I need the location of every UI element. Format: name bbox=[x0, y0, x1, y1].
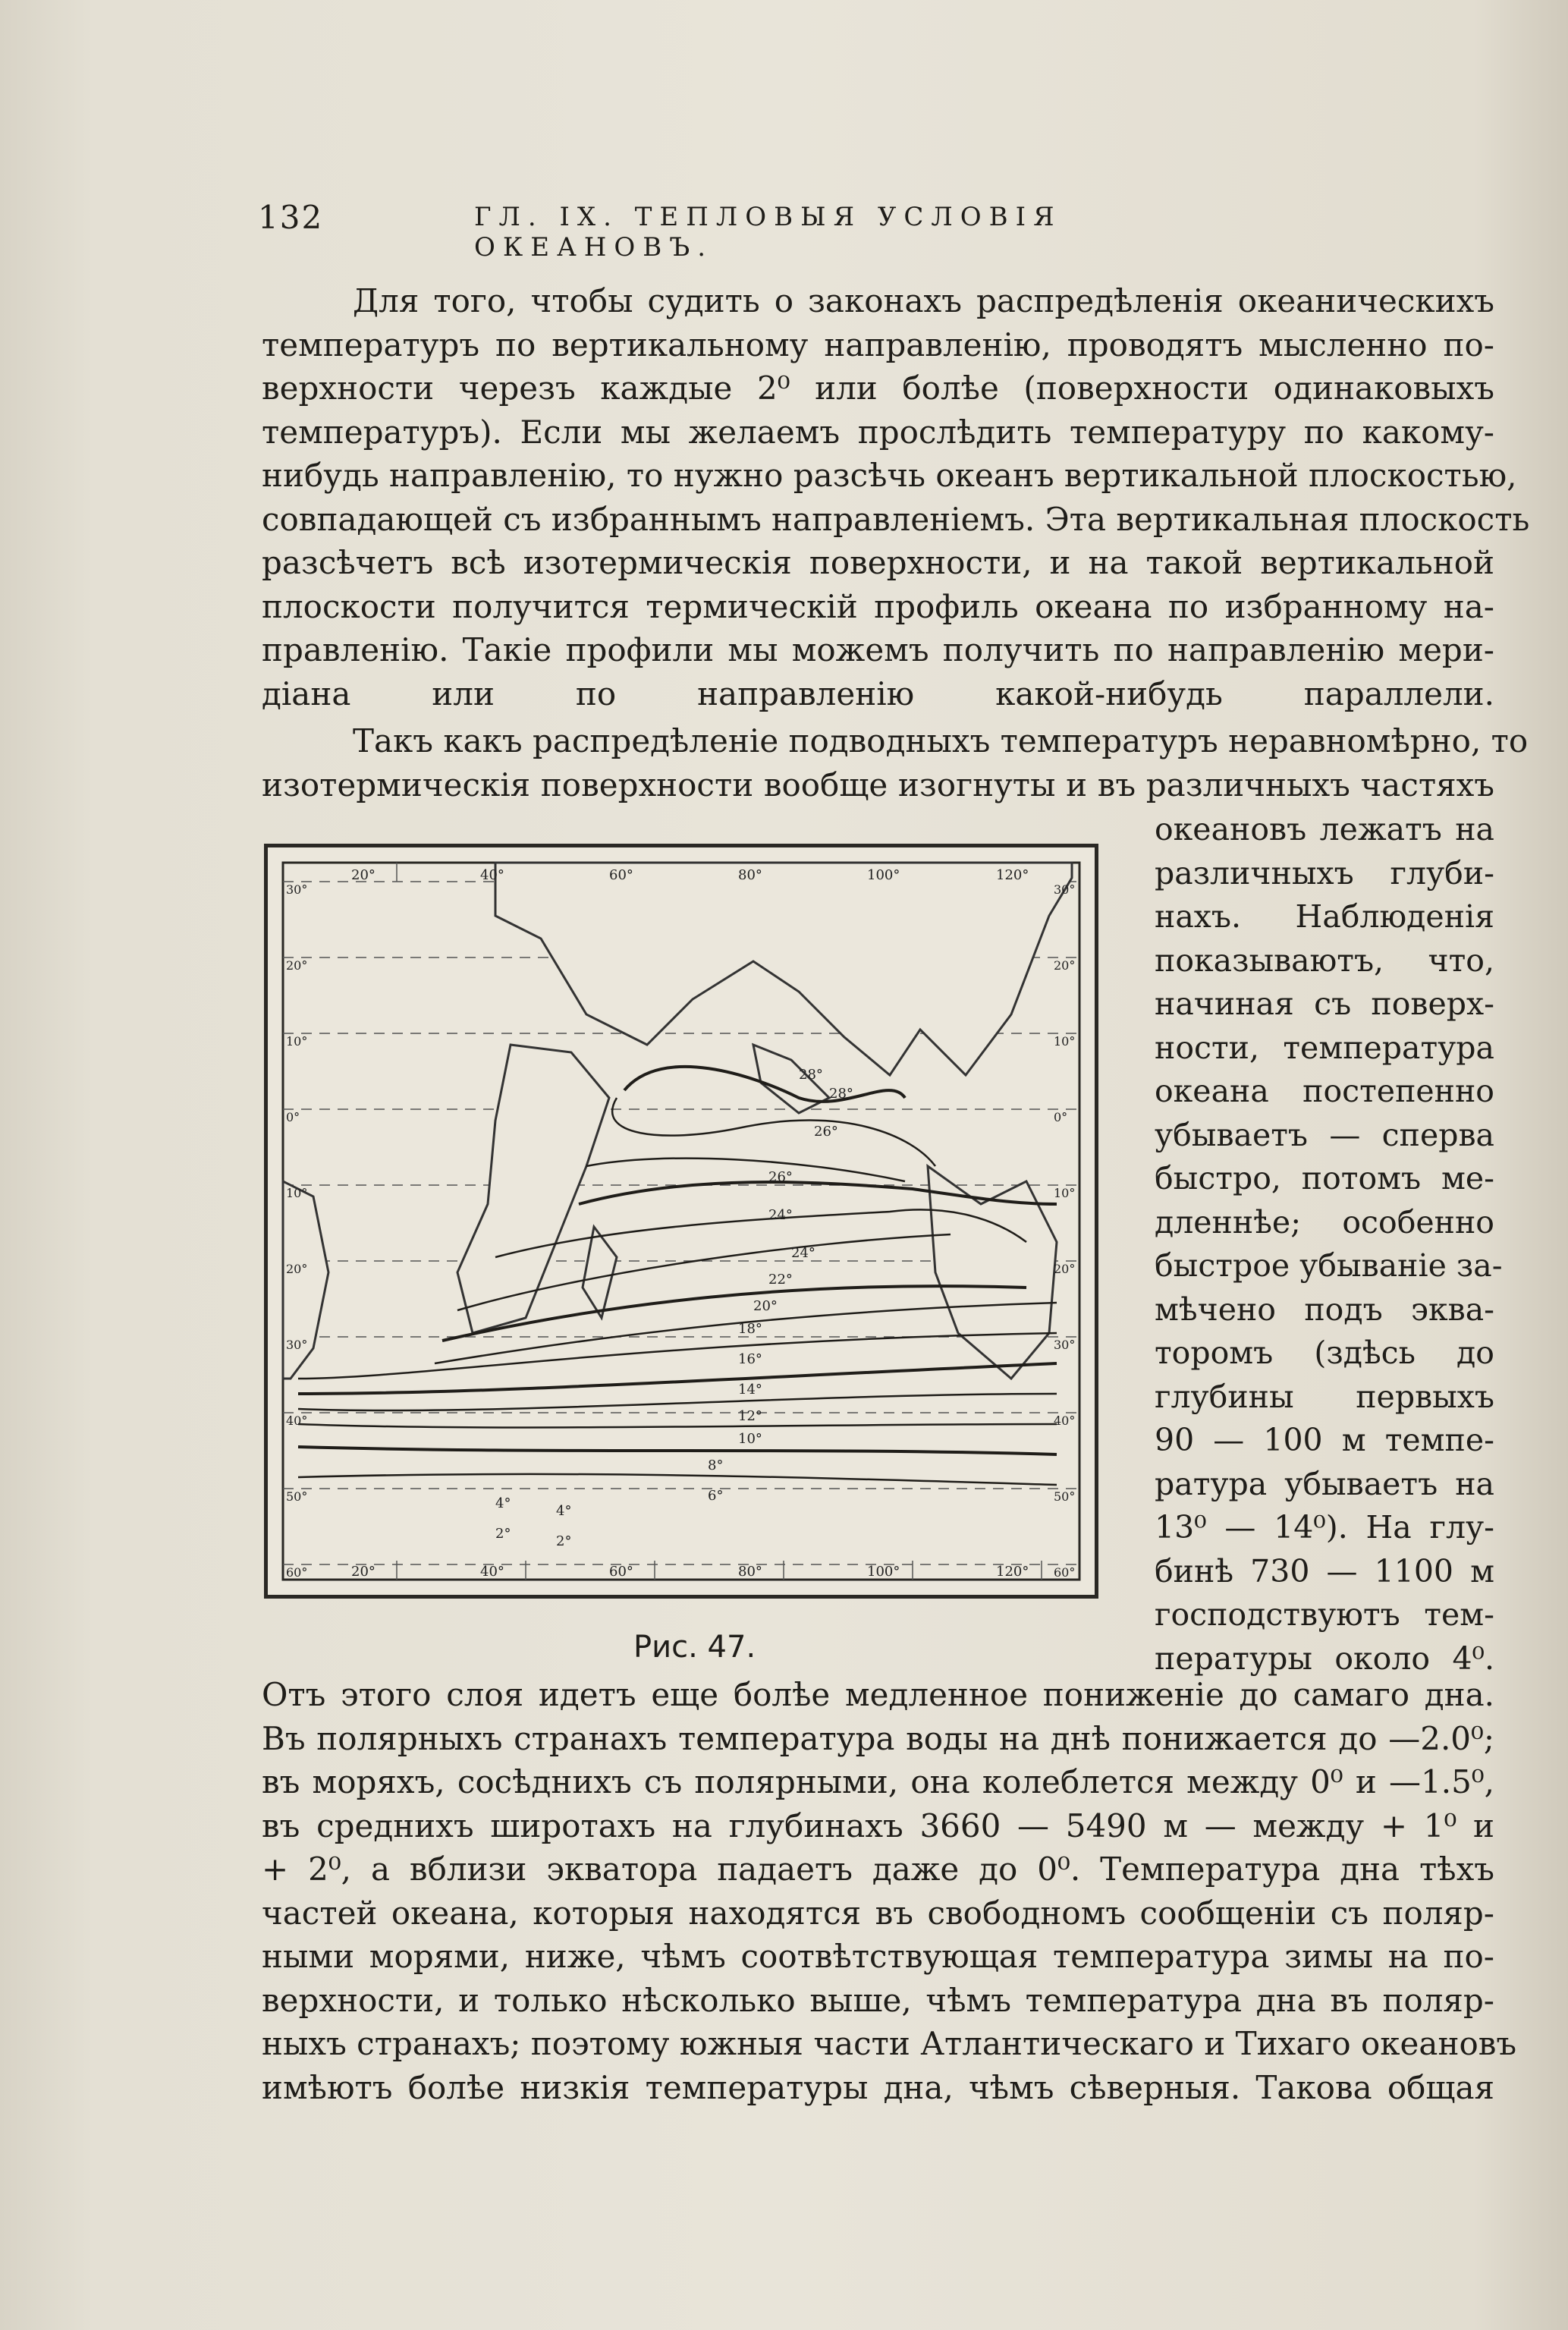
lon-label: 120° bbox=[996, 1564, 1029, 1580]
text-line: мѣчено подъ эква- bbox=[1155, 1291, 1494, 1328]
page-header bbox=[258, 199, 1290, 263]
isotherm-line bbox=[612, 1098, 935, 1166]
lat-label: 30° bbox=[1054, 882, 1076, 897]
text-line: океановъ лежатъ на bbox=[1155, 811, 1494, 847]
text-line: 13⁰ — 14⁰). На глу- bbox=[1155, 1509, 1494, 1545]
isotherm-line bbox=[298, 1424, 1057, 1427]
text-line: Въ полярныхъ странахъ температура воды на днѣ понижается до —2.0⁰; bbox=[262, 1719, 1494, 1757]
lat-label: 0° bbox=[286, 1110, 300, 1124]
lat-label: 30° bbox=[286, 1338, 308, 1352]
text-line: правленію. Такіе профили мы можемъ получить по направленію мери- bbox=[262, 631, 1494, 668]
text-line: Отъ этого слоя идетъ еще болѣе медленное пониженіе до самаго дна. bbox=[262, 1676, 1494, 1713]
isotherm-line bbox=[298, 1474, 1057, 1485]
isotherm-label: 28° bbox=[799, 1067, 823, 1083]
isotherm-label: 18° bbox=[738, 1321, 762, 1337]
text-line: ности, температура bbox=[1155, 1029, 1494, 1066]
lat-label: 50° bbox=[1054, 1489, 1076, 1504]
text-line: + 2⁰, а вблизи экватора падаетъ даже до 0⁰. Температура дна тѣхъ bbox=[262, 1850, 1494, 1888]
isotherm-map bbox=[268, 847, 1095, 1595]
text-line: Для того, чтобы судить о законахъ распредѣленія океаническихъ bbox=[353, 282, 1494, 319]
lat-label: 60° bbox=[1054, 1565, 1076, 1580]
lat-label: 40° bbox=[1054, 1413, 1076, 1428]
lat-label: 30° bbox=[1054, 1338, 1076, 1352]
lon-label: 60° bbox=[609, 1564, 633, 1580]
lon-label: 40° bbox=[480, 867, 504, 883]
text-line: Такъ какъ распредѣленіе подводныхъ температуръ неравномѣрно, то bbox=[353, 722, 1529, 759]
lon-label: 80° bbox=[738, 867, 762, 883]
lon-label: 80° bbox=[738, 1564, 762, 1580]
text-line: разсѣчетъ всѣ изотермическія поверхности, и на такой вертикальной bbox=[262, 544, 1494, 581]
lat-label: 0° bbox=[1054, 1110, 1068, 1124]
text-line: температуръ). Если мы желаемъ прослѣдить температуру по какому- bbox=[262, 413, 1494, 451]
text-line: ныхъ странахъ; поэтому южныя части Атлантическаго и Тихаго океановъ bbox=[262, 2025, 1517, 2062]
isotherm-label: 20° bbox=[753, 1298, 778, 1314]
lon-label: 20° bbox=[351, 867, 376, 883]
text-line: показываютъ, что, bbox=[1155, 942, 1494, 979]
lat-label: 20° bbox=[286, 1262, 308, 1276]
text-line: океана постепенно bbox=[1155, 1073, 1494, 1109]
isotherm-label: 4° bbox=[495, 1495, 511, 1511]
isotherm-label: 24° bbox=[768, 1207, 793, 1223]
text-line: быстрое убываніе за- bbox=[1155, 1247, 1503, 1284]
lat-label: 30° bbox=[286, 882, 308, 897]
text-line: верхности черезъ каждые 2⁰ или болѣе (поверхности одинаковыхъ bbox=[262, 369, 1494, 407]
text-line: ными морями, ниже, чѣмъ соотвѣтствующая температура зимы на по- bbox=[262, 1938, 1494, 1975]
text-line: діана или по направленію какой-нибудь параллели. bbox=[262, 674, 1494, 712]
lat-label: 10° bbox=[1054, 1186, 1076, 1200]
text-line: плоскости получится термическій профиль океана по избранному на- bbox=[262, 587, 1494, 625]
page-number: 132 bbox=[258, 199, 324, 236]
lon-label: 100° bbox=[867, 1564, 900, 1580]
text-line: въ моряхъ, сосѣднихъ съ полярными, она колеблется между 0⁰ и —1.5⁰, bbox=[262, 1763, 1494, 1800]
text-line: начиная съ поверх- bbox=[1155, 986, 1494, 1022]
lon-label: 60° bbox=[609, 867, 633, 883]
isotherm-label: 12° bbox=[738, 1408, 762, 1424]
text-line: совпадающей съ избраннымъ направленіемъ. Эта вертикальная плоскость bbox=[262, 500, 1530, 538]
isotherm-label: 28° bbox=[829, 1086, 853, 1102]
text-line: убываетъ — сперва bbox=[1155, 1116, 1494, 1153]
text-line: верхности, и только нѣсколько выше, чѣмъ температура дна въ поляр- bbox=[262, 1981, 1494, 2019]
isotherm-line bbox=[298, 1447, 1057, 1454]
isotherm-label: 10° bbox=[738, 1431, 762, 1447]
isotherm-label: 26° bbox=[768, 1169, 793, 1185]
figure-caption: Рис. 47. bbox=[633, 1630, 756, 1665]
isotherm-label: 16° bbox=[738, 1351, 762, 1367]
text-line: имѣютъ болѣе низкія температуры дна, чѣмъ сѣверныя. Такова общая bbox=[262, 2068, 1494, 2106]
lon-label: 20° bbox=[351, 1564, 376, 1580]
text-line: господствуютъ тем- bbox=[1155, 1596, 1494, 1633]
isotherm-line bbox=[586, 1159, 905, 1181]
text-line: температуръ по вертикальному направленію, проводятъ мысленно по- bbox=[262, 325, 1494, 363]
lat-label: 20° bbox=[286, 958, 308, 973]
text-line: различныхъ глуби- bbox=[1155, 854, 1494, 891]
lat-label: 20° bbox=[1054, 958, 1076, 973]
isotherm-label: 8° bbox=[708, 1457, 724, 1473]
isotherm-label: 22° bbox=[768, 1272, 793, 1288]
text-line: частей океана, которыя находятся въ свободномъ сообщеніи съ поляр- bbox=[262, 1894, 1494, 1932]
text-line: торомъ (здѣсь до bbox=[1155, 1335, 1494, 1371]
isotherm-label: 4° bbox=[556, 1503, 572, 1519]
lat-label: 60° bbox=[286, 1565, 308, 1580]
isotherm-label: 2° bbox=[556, 1533, 572, 1549]
isotherm-line bbox=[298, 1333, 1057, 1379]
text-line: пературы около 4⁰. bbox=[1155, 1640, 1494, 1677]
running-title: ГЛ. IX. ТЕПЛОВЫЯ УСЛОВІЯ ОКЕАНОВЪ. bbox=[474, 202, 1062, 263]
lat-label: 20° bbox=[1054, 1262, 1076, 1276]
isotherm-label: 6° bbox=[708, 1488, 724, 1504]
text-line: 90 — 100 м темпе- bbox=[1155, 1422, 1494, 1458]
isotherm-label: 26° bbox=[814, 1124, 838, 1140]
isotherm-line bbox=[298, 1394, 1057, 1410]
text-line: бинѣ 730 — 1100 м bbox=[1155, 1552, 1494, 1589]
lon-label: 100° bbox=[867, 867, 900, 883]
lat-label: 10° bbox=[286, 1186, 308, 1200]
text-line: дленнѣе; особенно bbox=[1155, 1203, 1494, 1240]
lat-label: 40° bbox=[286, 1413, 308, 1428]
text-line: нибудь направленію, то нужно разсѣчь океанъ вертикальной плоскостью, bbox=[262, 457, 1517, 494]
text-line: нахъ. Наблюденія bbox=[1155, 898, 1494, 935]
isotherm-label: 14° bbox=[738, 1382, 762, 1398]
isotherm-label: 2° bbox=[495, 1526, 511, 1542]
text-line: быстро, потомъ ме- bbox=[1155, 1160, 1494, 1196]
lon-label: 120° bbox=[996, 867, 1029, 883]
lat-label: 50° bbox=[286, 1489, 308, 1504]
lat-label: 10° bbox=[286, 1034, 308, 1049]
text-line: въ среднихъ широтахъ на глубинахъ 3660 — 5490 м — между + 1⁰ и bbox=[262, 1806, 1494, 1844]
isotherm-label: 24° bbox=[791, 1245, 815, 1261]
text-line: ратура убываетъ на bbox=[1155, 1465, 1494, 1502]
text-line: глубины первыхъ bbox=[1155, 1378, 1494, 1415]
figure-map bbox=[264, 844, 1098, 1599]
lon-label: 40° bbox=[480, 1564, 504, 1580]
lat-label: 10° bbox=[1054, 1034, 1076, 1049]
isotherm-line bbox=[298, 1363, 1057, 1394]
text-line: изотермическія поверхности вообще изогнуты и въ различныхъ частяхъ bbox=[262, 766, 1494, 803]
